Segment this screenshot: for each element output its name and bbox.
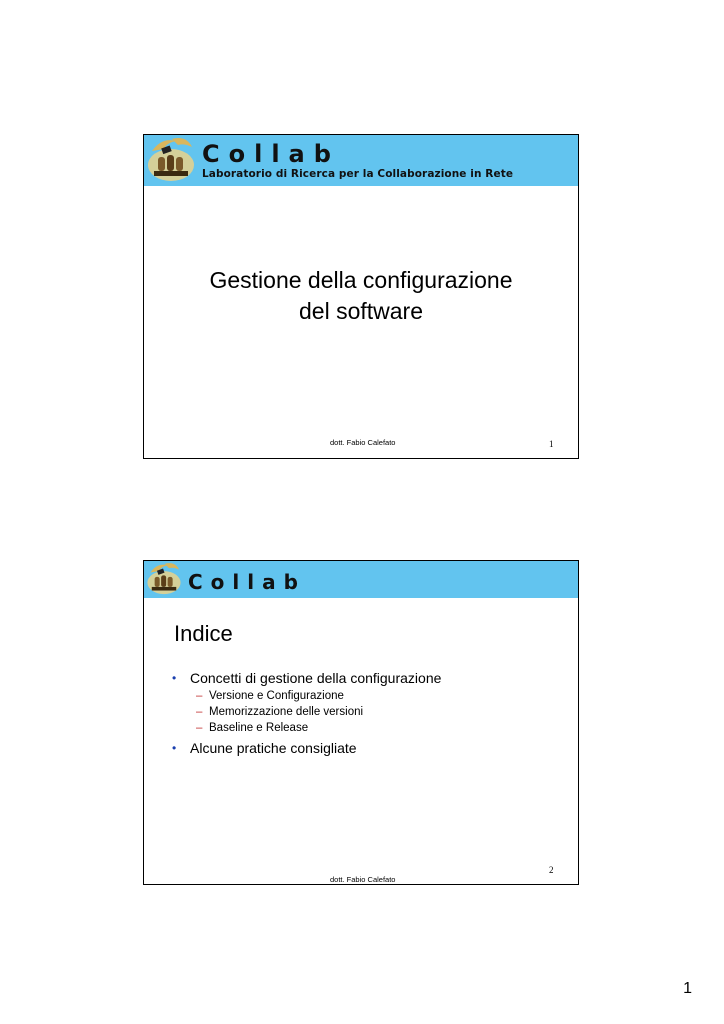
sub-item-text: Baseline e Release — [209, 722, 309, 734]
bullet-item — [172, 738, 572, 758]
title-line-1: Gestione della configurazione — [209, 267, 513, 293]
slide-header — [144, 135, 578, 186]
slide-header — [144, 561, 578, 598]
slide-number: 1 — [549, 439, 554, 449]
lab-subtitle: Laboratorio di Ricerca per la Collaborazione in Rete — [202, 168, 514, 180]
slide-heading: Indice — [174, 621, 233, 646]
slide-1 — [143, 134, 579, 459]
brand-name: Collab — [202, 140, 340, 168]
bullet-item — [172, 668, 572, 688]
slide-number: 2 — [549, 865, 554, 875]
sub-item-text: Memorizzazione delle versioni — [209, 706, 364, 718]
bullet-text: Concetti di gestione della configurazione — [190, 670, 442, 686]
sub-item-text: Versione e Configurazione — [209, 690, 344, 702]
slide-author: dott. Fabio Calefato — [330, 875, 396, 884]
bullet-dot-icon: • — [172, 741, 177, 755]
sub-list — [196, 688, 572, 736]
slide-2 — [143, 560, 579, 885]
dash-icon: – — [196, 690, 203, 702]
collab-logo-icon — [146, 562, 182, 596]
bullet-dot-icon: • — [172, 671, 177, 685]
dash-icon: – — [196, 706, 203, 718]
sub-item — [196, 688, 572, 704]
sub-item — [196, 720, 572, 736]
title-line-2: del software — [298, 298, 423, 324]
brand-name: Collab — [188, 570, 306, 594]
dash-icon: – — [196, 722, 203, 734]
page-number: 1 — [683, 980, 692, 997]
bullet-text: Alcune pratiche consigliate — [190, 740, 357, 756]
bullet-list — [172, 666, 572, 758]
collab-logo-icon — [146, 137, 196, 183]
slide-title — [144, 265, 578, 327]
slide-author: dott. Fabio Calefato — [330, 438, 396, 447]
sub-item — [196, 704, 572, 720]
